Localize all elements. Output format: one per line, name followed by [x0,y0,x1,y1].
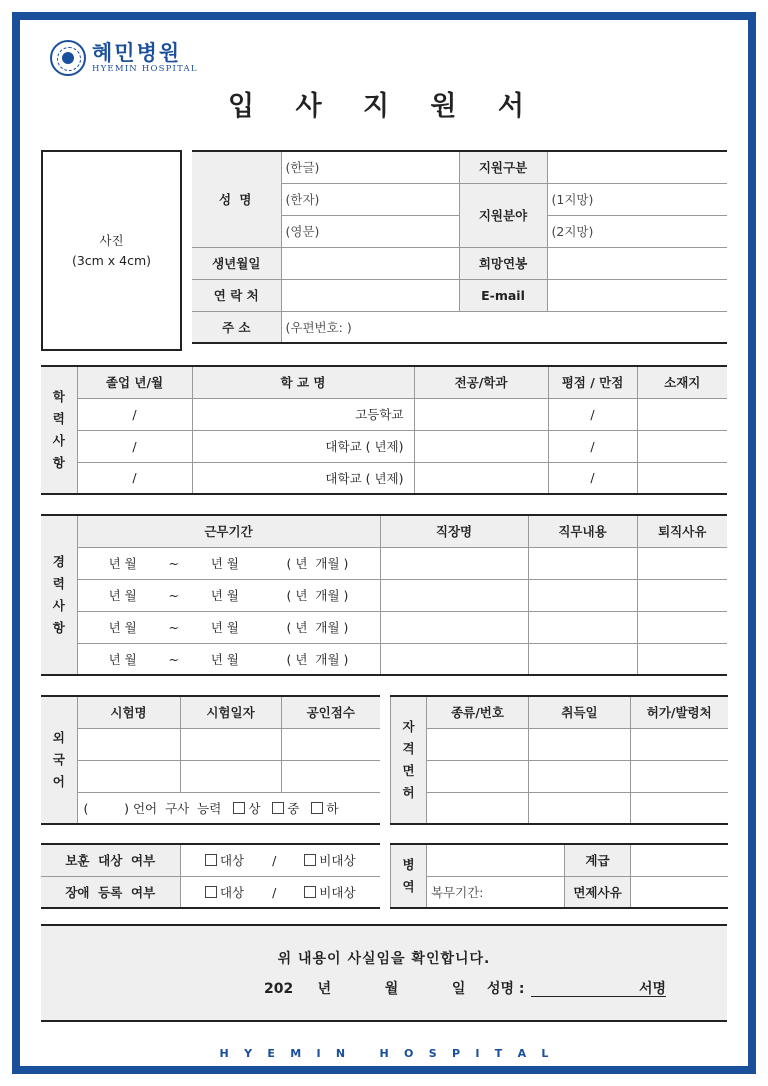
photo-size: (3cm x 4cm) [71,252,152,268]
speaking-ability-label: ( ) 언어 구사 능력 [83,800,222,816]
option-separator: / [272,884,277,900]
work-period-field[interactable]: 년 월 ~ 년 월 ( 년 개월 ) [77,643,380,675]
duty-field[interactable] [528,579,637,611]
hospital-name-english: HYEMIN HOSPITAL [92,64,198,74]
major-field[interactable] [414,398,548,430]
apply-type-field[interactable] [547,151,727,183]
license-header-date: 취득일 [529,696,631,728]
license-issuer-field[interactable] [631,792,728,824]
level-mid-checkbox[interactable] [272,802,284,814]
gpa-field[interactable]: / [548,462,637,494]
military-table [390,843,728,909]
signer-name-label: 성명 : [487,981,525,997]
confirmation-statement: 위 내용이 사실임을 확인합니다. [277,951,491,967]
veteran-label: 보훈 대상 여부 [41,844,180,876]
hospital-seal-icon [50,40,86,76]
address-field[interactable]: (우편번호: ) [281,311,727,343]
veteran-non-target-label: 비대상 [319,853,356,869]
career-header-duty: 직무내용 [528,515,637,547]
footer-hospital-name: H Y E M I N H O S P I T A L [219,1047,549,1060]
test-score-field[interactable] [281,760,380,792]
level-low-label: 하 [326,800,339,816]
disability-target-label: 대상 [219,884,245,900]
location-field[interactable] [637,462,727,494]
veteran-options [180,844,380,876]
disability-options [180,876,380,908]
signature-label: 서명 [639,981,667,997]
table-row [41,611,727,643]
license-header-type: 종류/번호 [427,696,529,728]
education-header-gpa: 평점 / 만점 [548,366,637,398]
table-row [41,728,380,760]
table-row [41,398,727,430]
military-type-field[interactable] [427,844,565,876]
level-high-label: 상 [248,800,261,816]
email-label: E-mail [459,279,547,311]
birth-label: 생년월일 [192,247,281,279]
veteran-target-label: 대상 [219,853,245,869]
salary-field[interactable] [547,247,727,279]
education-header-school: 학 교 명 [192,366,414,398]
language-header-test: 시험명 [77,696,180,728]
duty-field[interactable] [528,547,637,579]
name-korean-field[interactable]: (한글) [281,151,459,183]
company-field[interactable] [380,611,528,643]
work-period-field[interactable]: 년 월 ~ 년 월 ( 년 개월 ) [77,611,380,643]
contact-field[interactable] [281,279,459,311]
language-header-date: 시험일자 [180,696,281,728]
document-title: 입 사 지 원 서 [227,91,540,122]
name-english-field[interactable]: (영문) [281,215,459,247]
personal-info-table [192,150,727,344]
name-hanja-field[interactable]: (한자) [281,183,459,215]
language-table [41,695,380,825]
level-high-checkbox[interactable] [233,802,245,814]
photo-label: 사진 [99,232,124,248]
career-section-label: 경력사항 [41,515,77,675]
level-low-checkbox[interactable] [311,802,323,814]
company-field[interactable] [380,547,528,579]
school-field[interactable]: 고등학교 [192,398,414,430]
career-header-reason: 퇴직사유 [637,515,727,547]
major-field[interactable] [414,462,548,494]
rank-field[interactable] [631,844,728,876]
contact-label: 연 락 처 [192,279,281,311]
school-field[interactable]: 대학교 ( 년제) [192,462,414,494]
speaking-ability-row [77,792,380,824]
disability-non-target-label: 비대상 [319,884,356,900]
table-row [391,760,728,792]
license-issuer-field[interactable] [631,760,728,792]
table-row [41,462,727,494]
license-type-field[interactable] [427,760,529,792]
apply-type-label: 지원구분 [459,151,547,183]
service-period-field[interactable]: 복무기간: [427,876,565,908]
reason-field[interactable] [637,611,727,643]
test-date-field[interactable] [180,728,281,760]
language-header-score: 공인점수 [281,696,380,728]
company-field[interactable] [380,579,528,611]
reason-field[interactable] [637,547,727,579]
military-section-label: 병역 [391,844,427,908]
education-header-major: 전공/학과 [414,366,548,398]
disability-label: 장애 등록 여부 [41,876,180,908]
table-row [391,728,728,760]
test-name-field[interactable] [77,760,180,792]
second-choice-field[interactable]: (2지망) [547,215,727,247]
disability-non-target-checkbox[interactable] [304,886,316,898]
table-row [41,579,727,611]
disability-target-checkbox[interactable] [205,886,217,898]
table-row [41,430,727,462]
work-period-field[interactable]: 년 월 ~ 년 월 ( 년 개월 ) [77,547,380,579]
table-row [41,760,380,792]
graduation-date-field[interactable]: / [77,462,192,494]
test-name-field[interactable] [77,728,180,760]
reason-field[interactable] [637,579,727,611]
education-table [41,365,727,495]
hospital-logo [50,40,198,76]
test-date-field[interactable] [180,760,281,792]
level-mid-label: 중 [287,800,300,816]
graduation-date-field[interactable]: / [77,398,192,430]
license-date-field[interactable] [529,760,631,792]
license-header-issuer: 허가/발령처 [631,696,728,728]
birth-field[interactable] [281,247,459,279]
major-field[interactable] [414,430,548,462]
name-label: 성 명 [192,151,281,247]
hospital-name-korean: 혜민병원 [92,41,182,65]
license-date-field[interactable] [529,728,631,760]
table-row [391,792,728,824]
education-header-date: 졸업 년/월 [77,366,192,398]
first-choice-field[interactable]: (1지망) [547,183,727,215]
apply-field-label: 지원분야 [459,183,547,247]
exemption-label: 면제사유 [565,876,631,908]
status-table [41,843,380,909]
license-type-field[interactable] [427,728,529,760]
location-field[interactable] [637,398,727,430]
license-type-field[interactable] [427,792,529,824]
license-section-label: 자격면허 [391,696,427,824]
table-row [41,547,727,579]
reason-field[interactable] [637,643,727,675]
gpa-field[interactable]: / [548,398,637,430]
rank-label: 계급 [565,844,631,876]
career-header-period: 근무기간 [77,515,380,547]
gpa-field[interactable]: / [548,430,637,462]
exemption-field[interactable] [631,876,728,908]
location-field[interactable] [637,430,727,462]
option-separator: / [272,853,277,869]
duty-field[interactable] [528,643,637,675]
career-table [41,514,727,676]
confirmation-date[interactable]: 202 년 월 일 [264,981,466,997]
company-field[interactable] [380,643,528,675]
test-score-field[interactable] [281,728,380,760]
email-field[interactable] [547,279,727,311]
salary-label: 희망연봉 [459,247,547,279]
license-issuer-field[interactable] [631,728,728,760]
photo-box[interactable] [41,150,182,351]
confirmation-section [41,924,727,1022]
language-section-label: 외국어 [41,696,77,824]
veteran-target-checkbox[interactable] [205,854,217,866]
school-field[interactable]: 대학교 ( 년제) [192,430,414,462]
graduation-date-field[interactable]: / [77,430,192,462]
license-table [390,695,728,825]
work-period-field[interactable]: 년 월 ~ 년 월 ( 년 개월 ) [77,579,380,611]
license-date-field[interactable] [529,792,631,824]
education-header-location: 소재지 [637,366,727,398]
address-label: 주 소 [192,311,281,343]
career-header-company: 직장명 [380,515,528,547]
duty-field[interactable] [528,611,637,643]
veteran-non-target-checkbox[interactable] [304,854,316,866]
table-row [41,643,727,675]
education-section-label: 학력사항 [41,366,77,494]
